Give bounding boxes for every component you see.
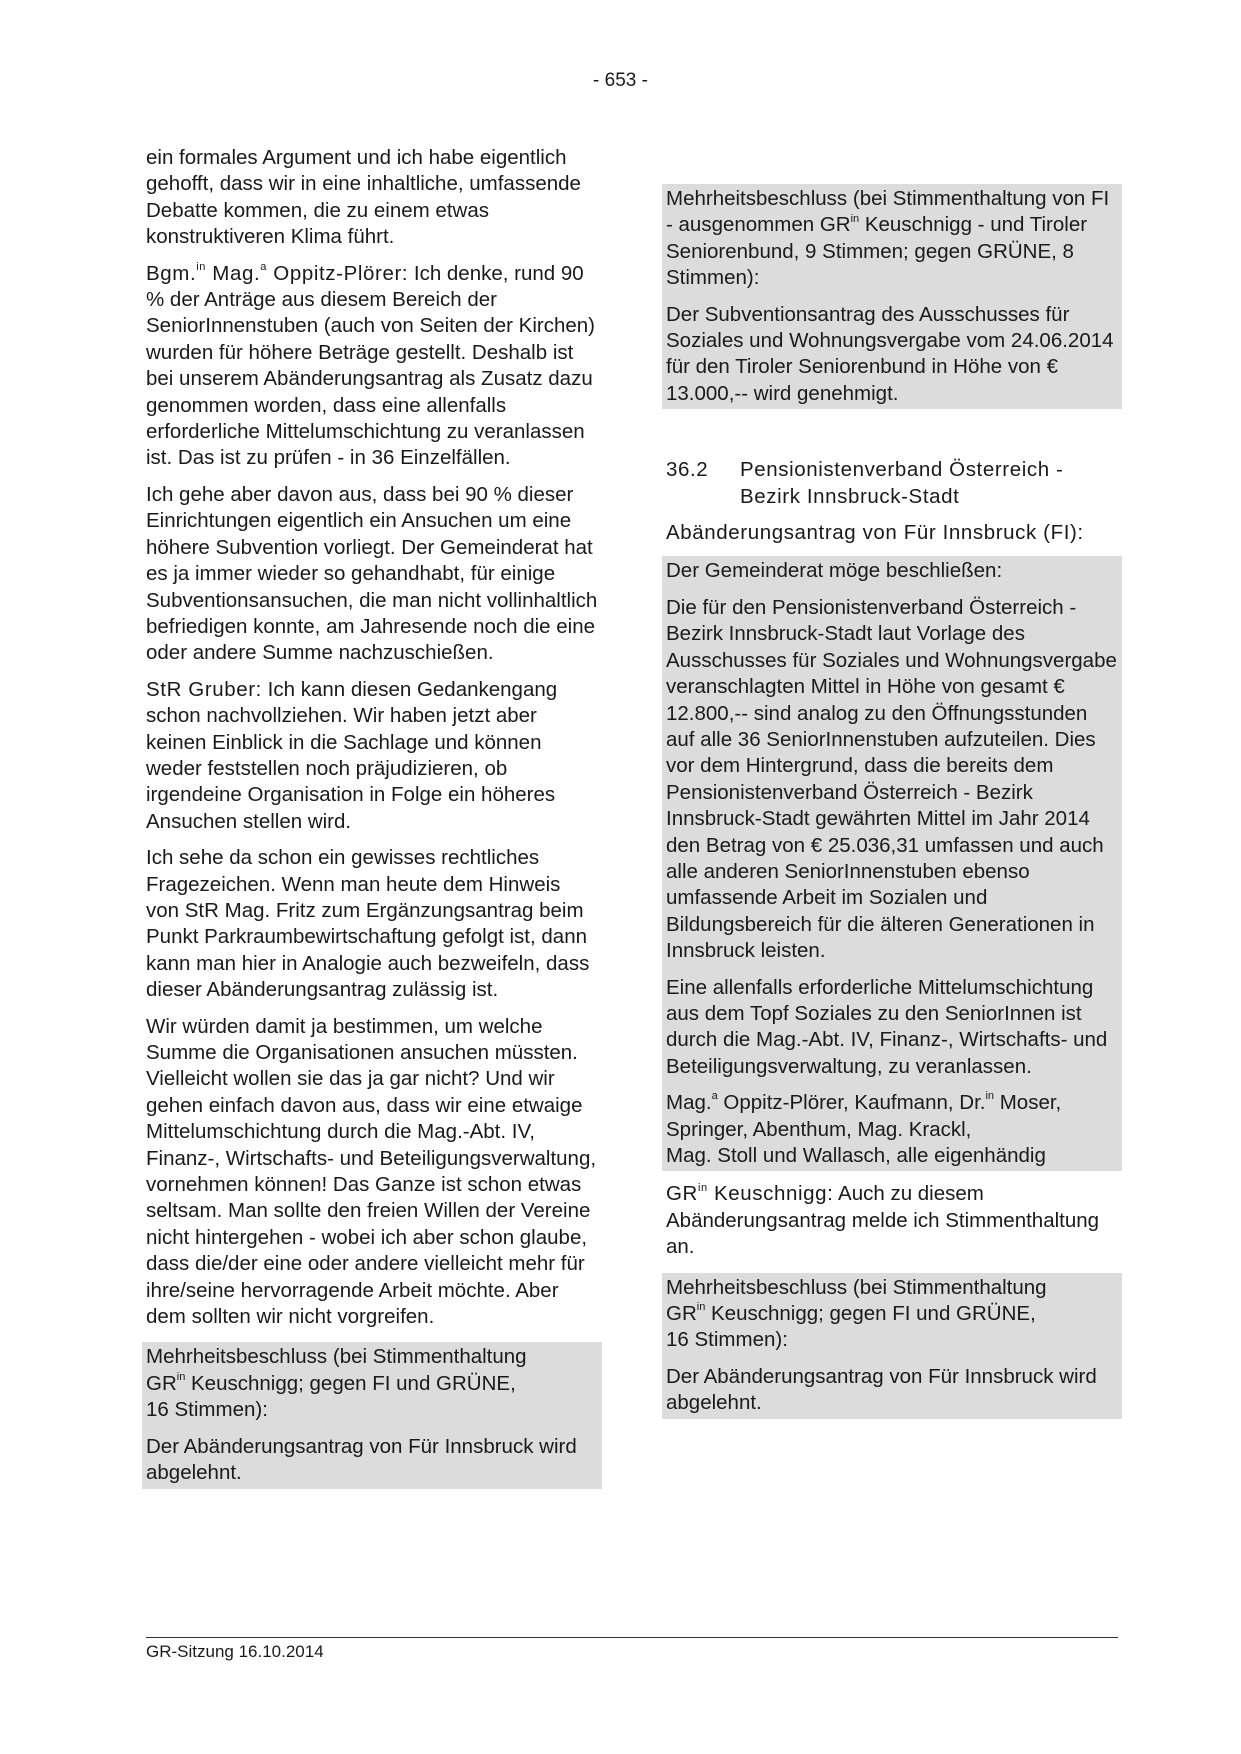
footer-divider bbox=[146, 1637, 1118, 1638]
right-column bbox=[666, 184, 1118, 1419]
resolution-box bbox=[662, 184, 1122, 409]
motion-paragraph: Eine allenfalls erforderliche Mittelumschichtung aus dem Topf Soziales zu den SeniorInnen ist durch die Mag.-Abt. IV, Finanz-, Wirtschafts- und Beteiligungsverwaltung, zu veranlassen. bbox=[666, 975, 1108, 1078]
resolution-text: Der Subventionsantrag des Ausschusses für Soziales und Wohnungsvergabe vom 24.06.2014 für den Tiroler Seniorenbund in Höhe von € 13.000,-- wird genehmigt. bbox=[666, 302, 1114, 405]
speaker-name: $GR^{in}$ Keuschnigg: bbox=[666, 1181, 834, 1206]
paragraph: ein formales Argument und ich habe eigentlich gehofft, dass wir in eine inhaltliche, umfassende Debatte kommen, die zu einem etwas konstruktiveren Klima führt. bbox=[146, 146, 581, 249]
paragraph: Wir würden damit ja bestimmen, um welche Summe die Organisationen ansuchen müssten. Vielleicht wollen sie das ja gar nicht? Und wir gehen einfach davon aus, dass wir eine etwaige Mittelumschichtung durch die Mag.-Abt. IV, Finanz-, Wirtschafts- und Beteiligungsverwaltung, vornehmen können! Das Ganze ist schon etwas seltsam. Man sollte den freien Willen der Vereine nicht hintergehen - wobei ich aber schon glaube, dass die/der eine oder andere vielleicht mehr für ihre/seine hervorragende Arbeit möchte. Aber dem sollten wir nicht vorgreifen. bbox=[146, 1014, 597, 1329]
amendment-heading: Abänderungsantrag von Für Innsbruck (FI): bbox=[666, 521, 1084, 545]
speech-keuschnigg: $GR^{in}$ Keuschnigg: Auch zu diesem Abänderungsantrag melde ich Stimmenthaltung an. bbox=[666, 1181, 1100, 1259]
resolution-box bbox=[662, 1273, 1122, 1419]
page-number: - 653 - bbox=[593, 70, 648, 91]
resolution-heading: Mehrheitsbeschluss (bei Stimmenthaltung $GR^{in}$ Keuschnigg; gegen FI und GRÜNE, 16 Stimmen): bbox=[666, 1275, 1047, 1352]
motion-paragraph: Die für den Pensionistenverband Österreich - Bezirk Innsbruck-Stadt laut Vorlage des Ausschusses für Soziales und Wohnungsvergabe veranschlagten Mittel in Höhe von gesamt € 12.800,-- sind analog zu den Öffnungsstunden auf alle 36 SeniorInnenstuben aufzuteilen. Dies vor dem Hintergrund, dass die bereits dem Pensionistenverband Österreich - Bezirk Innsbruck-Stadt gewährten Mittel im Jahr 2014 den Betrag von € 25.036,31 umfassen und auch alle anderen SeniorInnenstuben ebenso umfassende Arbeit im Sozialen und Bildungsbereich für die älteren Generationen in Innsbruck leisten. bbox=[666, 595, 1117, 963]
motion-intro: Der Gemeinderat möge beschließen: bbox=[666, 559, 1003, 583]
speaker-name: Bgm.$^{in}$ Mag.$^a$ Oppitz-Plörer: bbox=[146, 260, 409, 285]
paragraph: Ich gehe aber davon aus, dass bei 90 % dieser Einrichtungen eigentlich ein Ansuchen um eine höhere Subvention vorliegt. Der Gemeinderat hat es ja immer wieder so gehandhabt, für einige Subventionsansuchen, die man nicht vollinhaltlich befriedigen konnte, am Jahresende noch die eine oder andere Summe nachzuschießen. bbox=[146, 482, 598, 665]
motion-box bbox=[662, 556, 1122, 1171]
speech-gruber: StR Gruber: Ich kann diesen Gedankengang schon nachvollziehen. Wir haben jetzt aber keinen Einblick in die Sachlage und können weder feststellen noch präjudizieren, ob irgendeine Organisation in Folge ein höheres Ansuchen stellen wird. bbox=[146, 677, 558, 833]
speaker-name: StR Gruber: bbox=[146, 677, 262, 701]
speech-oppitz-ploerer: Bgm.$^{in}$ Mag.$^a$ Oppitz-Plörer: Ich denke, rund 90 % der Anträge aus diesem Bereich der SeniorInnenstuben (auch von Seiten der Kirchen) wurden für höhere Beträge gestellt. Deshalb ist bei unserem Abänderungsantrag als Zusatz dazu genommen worden, dass eine allenfalls erforderliche Mittelumschichtung zu veranlassen ist. Das ist zu prüfen - in 36 Einzelfällen. bbox=[146, 260, 596, 470]
footer-session-date: GR-Sitzung 16.10.2014 bbox=[146, 1642, 324, 1661]
resolution-box bbox=[142, 1342, 602, 1488]
paragraph: Ich sehe da schon ein gewisses rechtliches Fragezeichen. Wenn man heute dem Hinweis von StR Mag. Fritz zum Ergänzungsantrag beim Punkt Parkraumbewirtschaftung gefolgt ist, dann kann man hier in Analogie auch bezweifeln, dass dieser Abänderungsantrag zulässig ist. bbox=[146, 846, 590, 1002]
resolution-text: Der Abänderungsantrag von Für Innsbruck wird abgelehnt. bbox=[666, 1364, 1097, 1415]
resolution-heading: Mehrheitsbeschluss (bei Stimmenthaltung $GR^{in}$ Keuschnigg; gegen FI und GRÜNE, 16 Stimmen): bbox=[146, 1345, 527, 1422]
section-heading bbox=[666, 457, 1118, 510]
resolution-heading: Mehrheitsbeschluss (bei Stimmenthaltung von FI - ausgenommen $GR^{in}$ Keuschnigg - und Tiroler Seniorenbund, 9 Stimmen; gegen GRÜNE, 8 Stimmen): bbox=[666, 187, 1110, 290]
resolution-text: Der Abänderungsantrag von Für Innsbruck wird abgelehnt. bbox=[146, 1434, 577, 1485]
motion-signers: Mag.$^a$ Oppitz-Plörer, Kaufmann, Dr.$^{in}$ Moser, Springer, Abenthum, Mag. Krackl, Mag. Stoll und Wallasch, alle eigenhändig bbox=[666, 1090, 1062, 1167]
section-number: 36.2 bbox=[666, 458, 709, 482]
left-column bbox=[146, 145, 598, 1489]
section-title: Pensionistenverband Österreich - Bezirk Innsbruck-Stadt bbox=[740, 458, 1064, 508]
